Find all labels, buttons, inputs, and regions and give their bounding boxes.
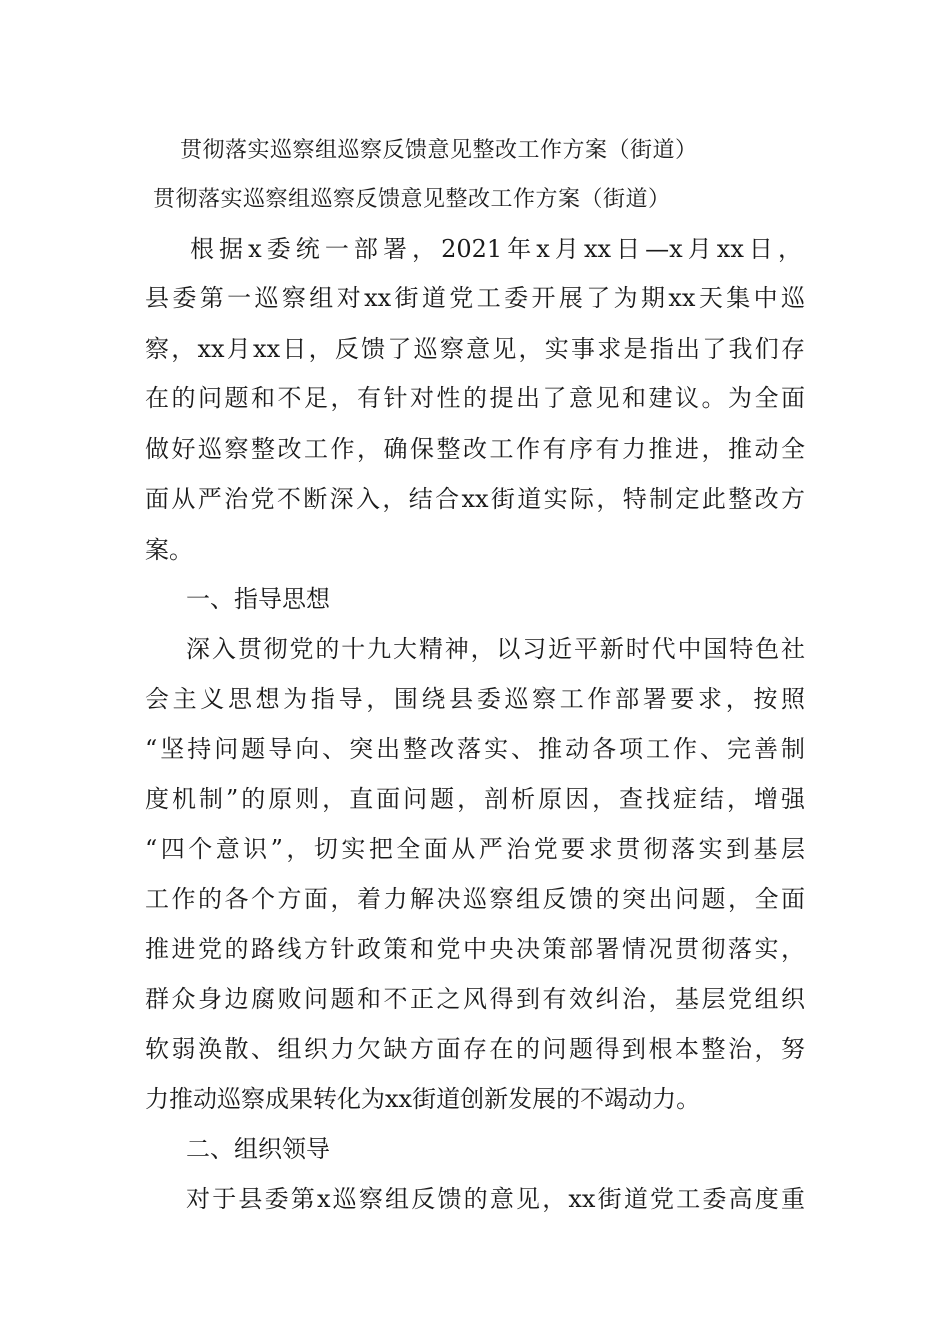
document-subtitle: 贯彻落实巡察组巡察反馈意见整改工作方案（街道） bbox=[153, 187, 671, 212]
section1-line: 度机制”的原则，直面问题，剖析原因，查找症结，增强 bbox=[145, 785, 805, 813]
document-title: 贯彻落实巡察组巡察反馈意见整改工作方案（街道） bbox=[180, 138, 698, 163]
section-heading-guiding-ideology: 一、指导思想 bbox=[186, 585, 330, 613]
intro-line: 面从严治党不断深入，结合xx街道实际，特制定此整改方 bbox=[145, 485, 805, 513]
intro-line: 根据x委统一部署，2021年x月xx日—x月xx日， bbox=[190, 235, 802, 263]
intro-line: 做好巡察整改工作，确保整改工作有序有力推进，推动全 bbox=[145, 435, 805, 463]
section1-line: “四个意识”，切实把全面从严治党要求贯彻落实到基层 bbox=[145, 835, 805, 863]
section1-line: “坚持问题导向、突出整改落实、推动各项工作、完善制 bbox=[145, 735, 805, 763]
section1-line: 会主义思想为指导，围绕县委巡察工作部署要求，按照 bbox=[145, 685, 805, 713]
intro-line: 在的问题和不足，有针对性的提出了意见和建议。为全面 bbox=[145, 384, 805, 412]
section1-line: 软弱涣散、组织力欠缺方面存在的问题得到根本整治，努 bbox=[145, 1035, 805, 1063]
section2-line: 对于县委第x巡察组反馈的意见，xx街道党工委高度重 bbox=[186, 1185, 805, 1213]
intro-line: 县委第一巡察组对xx街道党工委开展了为期xx天集中巡 bbox=[145, 284, 805, 312]
section-heading-organization-leadership: 二、组织领导 bbox=[186, 1135, 330, 1163]
section1-line: 推进党的路线方针政策和党中央决策部署情况贯彻落实， bbox=[145, 935, 805, 963]
intro-line: 察，xx月xx日，反馈了巡察意见，实事求是指出了我们存 bbox=[145, 335, 805, 363]
intro-line: 案。 bbox=[145, 536, 193, 564]
section1-line: 力推动巡察成果转化为xx街道创新发展的不竭动力。 bbox=[145, 1085, 701, 1113]
section1-line: 群众身边腐败问题和不正之风得到有效纠治，基层党组织 bbox=[145, 985, 805, 1013]
section1-line: 深入贯彻党的十九大精神，以习近平新时代中国特色社 bbox=[186, 635, 805, 663]
section1-line: 工作的各个方面，着力解决巡察组反馈的突出问题，全面 bbox=[145, 885, 805, 913]
